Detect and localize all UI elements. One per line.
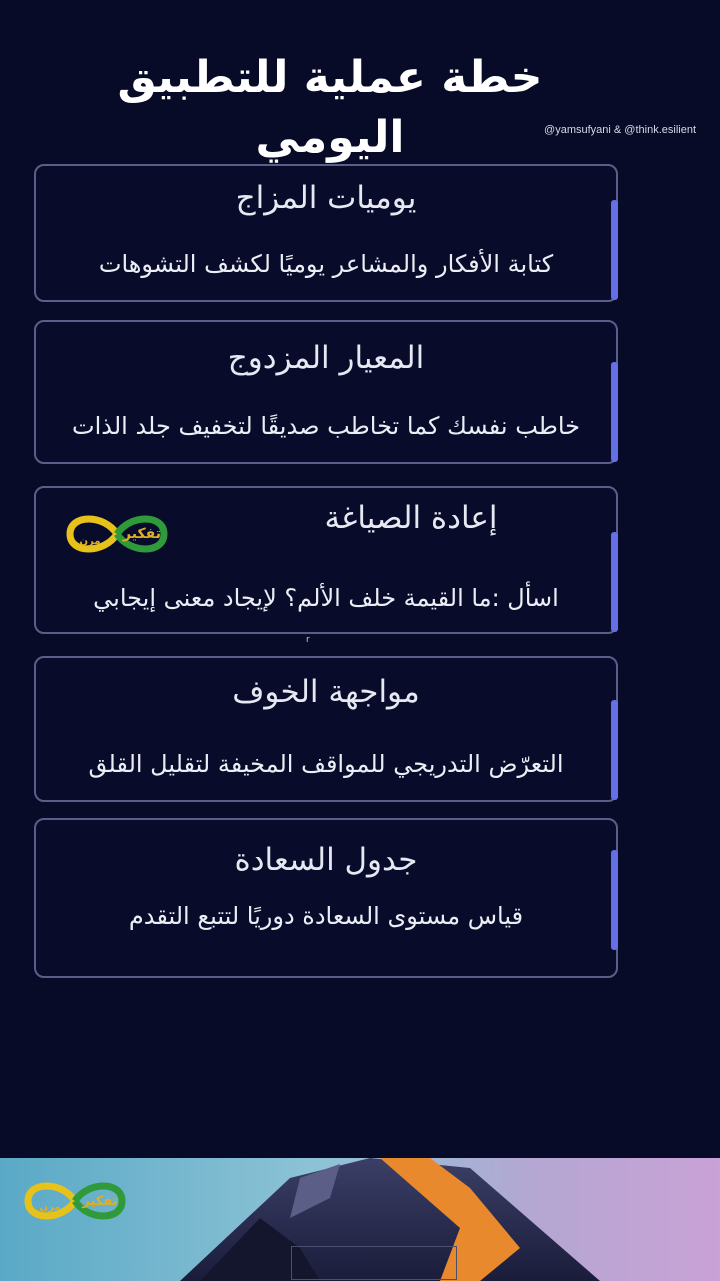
tafkeer-logo-footer (22, 1174, 128, 1228)
card-reframing[interactable] (34, 486, 618, 634)
logo-word-top: تفكير (123, 526, 161, 542)
card-description: اسأل :ما القيمة خلف الألم؟ لإيجاد معنى إيجابي (93, 584, 559, 612)
card-description: كتابة الأفكار والمشاعر يوميًا لكشف التشوهات (98, 250, 554, 278)
card-description: خاطب نفسك كما تخاطب صديقًا لتخفيف جلد الذات (71, 412, 581, 440)
card-facing-fear[interactable] (34, 656, 618, 802)
tiny-mark: r (306, 635, 310, 645)
card-title: مواجهة الخوف (232, 674, 420, 710)
card-title: إعادة الصياغة (324, 500, 498, 536)
card-mood-journal[interactable] (34, 164, 618, 302)
logo-word-bottom: مرن (79, 536, 101, 547)
card-title: يوميات المزاج (235, 180, 417, 216)
card-description: التعرّض التدريجي للمواقف المخيفة لتقليل القلق (88, 750, 564, 778)
card-accent-bar (611, 532, 618, 632)
mountain-banner (0, 1158, 720, 1281)
tafkeer-logo (62, 506, 172, 562)
card-double-standard[interactable] (34, 320, 618, 464)
logo-word-top: تفكير (82, 1194, 118, 1209)
card-description: قياس مستوى السعادة دوريًا لتتبع التقدم (128, 902, 524, 930)
logo-word-bottom: مرن (39, 1202, 61, 1213)
card-happiness-table[interactable] (34, 818, 618, 978)
card-title: المعيار المزدوج (227, 340, 425, 376)
card-title: جدول السعادة (234, 842, 418, 878)
page-title: خطة عملية للتطبيق اليومي (117, 52, 543, 163)
credit-handles: @yamsufyani & @think.esilient (544, 124, 696, 136)
caption-box (291, 1246, 457, 1280)
